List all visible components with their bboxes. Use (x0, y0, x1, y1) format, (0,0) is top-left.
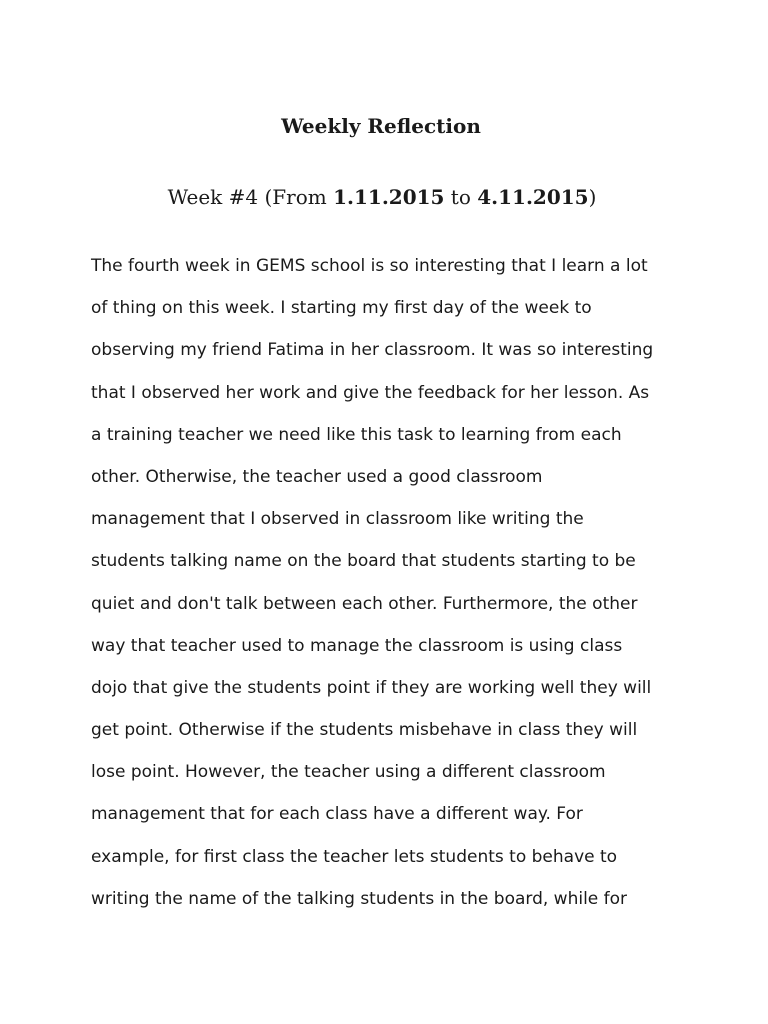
body-line: dojo that give the students point if they are working well they will (91, 677, 652, 698)
body-line: observing my friend Fatima in her classroom. It was so interesting (91, 340, 654, 361)
body-line: students talking name on the board that students starting to be (91, 551, 636, 572)
body-line: a training teacher we need like this task to learning from each (91, 424, 622, 445)
reflection-body (91, 245, 691, 920)
body-line: management that I observed in classroom like writing the (91, 509, 584, 530)
subtitle-middle: to (444, 185, 478, 209)
body-line: writing the name of the talking students in the board, while for (91, 888, 628, 909)
body-line: way that teacher used to manage the classroom is using class (91, 635, 623, 656)
end-date: 4.11.2015 (477, 185, 589, 209)
start-date: 1.11.2015 (333, 185, 445, 209)
body-line: that I observed her work and give the feedback for her lesson. As (91, 382, 650, 403)
week-range-subtitle (0, 182, 764, 212)
body-line: example, for first class the teacher lets students to behave to (91, 846, 618, 867)
subtitle-suffix: ) (588, 185, 597, 209)
body-line: get point. Otherwise if the students misbehave in class they will (91, 720, 638, 741)
body-line: lose point. However, the teacher using a different classroom (91, 762, 606, 783)
body-line: of thing on this week. I starting my first day of the week to (91, 298, 592, 319)
document-title: Weekly Reflection (281, 114, 481, 138)
body-line: The fourth week in GEMS school is so interesting that I learn a lot (91, 256, 648, 276)
body-line: quiet and don't talk between each other. Furthermore, the other (91, 593, 638, 614)
subtitle-prefix: Week #4 (From (167, 185, 334, 209)
body-line: other. Otherwise, the teacher used a good classroom (91, 466, 543, 487)
body-line: management that for each class have a different way. For (91, 804, 583, 825)
